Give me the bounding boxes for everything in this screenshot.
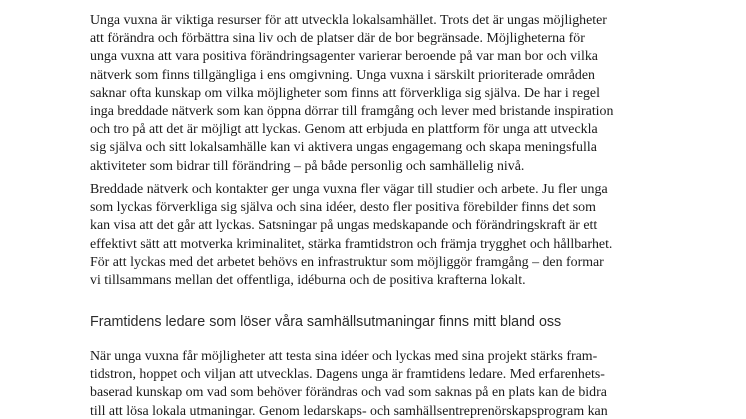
paragraph-line: som lyckas förverkliga sig själva och sina idéer, desto fler positiva förebilder finns det som xyxy=(90,200,596,216)
paragraph-1 xyxy=(90,12,660,176)
paragraph-line: kan visa att det går att lyckas. Satsningar på ungas medskapande och förändringskraft är ett xyxy=(90,218,598,234)
paragraph-line: vi tillsammans mellan det offentliga, idéburna och de positiva krafterna lokalt. xyxy=(90,273,526,289)
paragraph-line: Breddade nätverk och kontakter ger unga vuxna fler vägar till studier och arbete. Ju fler unga xyxy=(90,182,608,197)
paragraph-line: När unga vuxna får möjligheter att testa sina idéer och lyckas med sina projekt stärks fram- xyxy=(90,349,598,364)
section-heading: Framtidens ledare som löser våra samhällsutmaningar finns mitt bland oss xyxy=(90,314,562,330)
paragraph-line: effektivt sätt att motverka kriminalitet, stärka framtidstron och främja trygghet och hållbarhet. xyxy=(90,236,613,252)
paragraph-line: För att lyckas med det arbetet behövs en infrastruktur som möjliggör framgång – den formar xyxy=(90,254,604,270)
paragraph-line: sig själva och sitt lokalsamhälle kan vi aktivera ungas engagemang och skapa meningsfulla xyxy=(90,140,597,156)
paragraph-2 xyxy=(90,181,660,290)
paragraph-line: tidstron, hoppet och viljan att utvecklas. Dagens unga är framtidens ledare. Med erfarenhets- xyxy=(90,367,605,383)
paragraph-line: och tro på att det är möjligt att lyckas. Genom att erbjuda en plattform för unga att utveckla xyxy=(90,122,598,138)
paragraph-3 xyxy=(90,348,660,419)
paragraph-line: nätverk som finns tillgängliga i ens omgivning. Unga vuxna i särskilt prioriterade områden xyxy=(90,67,595,83)
paragraph-line: Unga vuxna är viktiga resurser för att utveckla lokalsamhället. Trots det är ungas möjligheter xyxy=(90,13,607,28)
paragraph-line: inga breddade nätverk som kan öppna dörrar till framgång och lever med bristande inspiration xyxy=(90,104,614,120)
paragraph-line: aktiviteter som bidrar till förändring – på både personlig och samhällelig nivå. xyxy=(90,158,525,174)
paragraph-line: till att lösa lokala utmaningar. Genom ledarskaps- och samhällsentreprenörskapsprogram kan xyxy=(90,403,608,419)
paragraph-line: unga vuxna att vara positiva förändringsagenter varierar beroende på var man bor och vilka xyxy=(90,49,598,65)
paragraph-line: baserad kunskap om vad som behöver förändras och vad som saknas på en plats kan de bidra xyxy=(90,385,607,401)
paragraph-line: saknar ofta kunskap om vilka möjligheter som finns att förverkliga sig själva. De har i regel xyxy=(90,85,600,101)
paragraph-line: att förändra och förbättra sina liv och de platser där de bor begränsade. Möjligheterna för xyxy=(90,31,585,47)
